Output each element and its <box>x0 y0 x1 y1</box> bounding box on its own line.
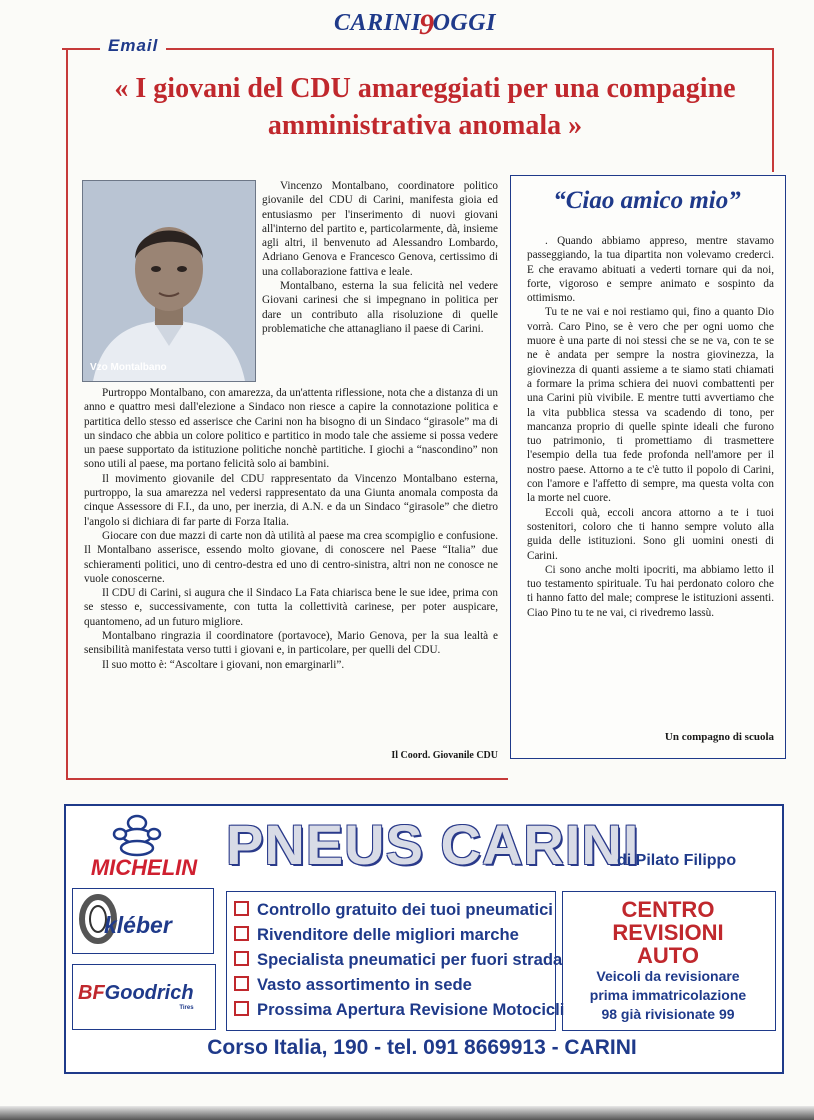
revisioni-title-line: CENTRO <box>621 897 715 922</box>
checkbox-icon <box>234 951 249 966</box>
revisioni-info-line: prima immatricolazione <box>589 987 747 1003</box>
checkbox-icon <box>234 901 249 916</box>
list-item <box>234 947 564 972</box>
revisioni-info <box>562 967 774 1024</box>
portrait-illustration <box>83 181 255 381</box>
ad-owner: di Pilato Filippo <box>617 852 737 869</box>
list-item <box>234 922 564 947</box>
bfgoodrich-logo <box>78 982 194 1011</box>
article-headline: « I giovani del CDU amareggiati per una compagine amministrativa anomala » <box>114 73 736 141</box>
frame-left-rule <box>66 48 68 780</box>
frame-bottom-rule <box>66 778 508 780</box>
bfgoodrich-sub: Tires <box>179 1005 194 1011</box>
ad-brand-name: PNEUS CARINI <box>226 813 640 876</box>
frame-right-rule <box>772 48 774 172</box>
masthead-nine: 9 <box>419 8 435 41</box>
revisioni-title <box>562 898 774 967</box>
service-label: Specialista pneumatici per fuori strada <box>257 950 563 969</box>
memorial-paragraph: Eccoli quà, eccoli ancora attorno a te i tuoi sostenitori, coloro che ti hanno sempre voluto alla guida delle istituzioni. Sono gli uomini onesti di Carini. <box>527 506 774 562</box>
memorial-text <box>527 234 774 620</box>
memorial-paragraph: Tu te ne vai e noi restiamo qui, fino a quanto Dio vorrà. Caro Pino, se è vero che per ogni uomo che muore è una parte di noi stessi che se ne va, con te se ne è andata per sempre la nostra giovinezza, la giovinezza di quanti assieme a te siamo stati chiamati a formare la prima schiera dei nuovi combattenti per una Carini più vivibile. E mentre tutti avvertiamo che la vita pubblica stessa va scadendo di tono, per mancanza proprio di quelle spinte ideali che furono tuo patrimonio, ti promettiamo di trasmettere l'esempio della tua fede profonda nell'amore per il nostro paese. Attorno a te c'è tutto il popolo di Carini, con l'amore e l'affetto di sempre, ma questa volta con la morte nel cuore. <box>527 306 774 505</box>
memorial-signature: Un compagno di scuola <box>664 731 774 743</box>
revisioni-title-line: AUTO <box>637 943 699 968</box>
portrait-photo <box>82 180 256 382</box>
frame-top-rule <box>62 48 774 50</box>
revisioni-title-line: REVISIONI <box>612 920 724 945</box>
memorial-paragraph: . Quando abbiamo appreso, mentre stavamo passeggiando, la tua dipartita non volevamo crederci. E che eravamo abituati a vederti tornare qui da noi, forte, vigoroso e sempre animato e sospinto da ottimismo. <box>527 235 774 305</box>
article-paragraph: Il suo motto è: “Ascoltare i giovani, non emarginarli”. <box>102 658 345 671</box>
article-signature: Il Coord. Giovanile CDU <box>391 750 498 761</box>
checkbox-icon <box>234 926 249 941</box>
masthead-right: OGGI <box>432 10 496 36</box>
list-item <box>234 997 564 1022</box>
masthead-logo <box>330 4 500 41</box>
article-paragraph: Purtroppo Montalbano, con amarezza, da un'attenta riflessione, nota che a distanza di un anno e quattro mesi dall'elezione a Sindaco non riesce a capire la connotazione politica e partitica dello stesso ed asserisce che Carini non ha bisogno di un Sindaco “girasole” ma di un sindaco che abbia un colore politico e partitico in modo tale che assieme si possa vedere un paese supportato da istituzione politiche nonchè partitiche. I giochi a “nascondino” non sono utili al paese, ma portano felicità solo ai bambini. <box>84 387 498 471</box>
service-label: Vasto assortimento in sede <box>257 975 472 994</box>
bfgoodrich-name: Goodrich <box>104 982 194 1004</box>
checkbox-icon <box>234 1001 249 1016</box>
section-label: Email <box>100 36 166 56</box>
checkbox-icon <box>234 976 249 991</box>
kleber-logo: kléber <box>104 912 172 938</box>
article-paragraph: Montalbano ringrazia il coordinatore (portavoce), Mario Genova, per la sua lealtà e sensibilità manifestata verso tutti i giovani e, in particolare, per quelli del CDU. <box>84 630 498 657</box>
michelin-logo: MICHELIN <box>90 855 198 880</box>
memorial-paragraph: Ci sono anche molti ipocriti, ma abbiamo letto il tuo testamento spirituale. Tu hai perdonato coloro che ti hanno fatto del male; comprese le istituzioni assenti. Ciao Pino tu te ne vai, ci rivedremo lassù. <box>527 563 774 619</box>
service-label: Rivenditore delle migliori marche <box>257 925 519 944</box>
service-label: Prossima Apertura Revisione Motocicli <box>257 1000 565 1019</box>
article-body <box>84 386 498 672</box>
article-paragraph: Il movimento giovanile del CDU rappresentato da Vincenzo Montalbano esterna, purtroppo, la sua amarezza nel vedersi rappresentato da una Giunta anomala composta da cinque Assessore di F.I., da uno, per inerzia, di A.N. e da un Sindaco “girasole” che dietro l'angolo si dichiara di far parte di Forza Italia. <box>84 472 498 528</box>
article-paragraph: Vincenzo Montalbano, coordinatore politico giovanile del CDU di Carini, manifesta gioia ed entusiasmo per l'inserimento di nuovi giovani all'interno del partito e, particolarmente, dà, insieme agli altri, il benvenuto ad Alessandro Lombardo, Adriano Genova e Francesco Genova, certissimo di una collaborazione fattiva e leale. <box>262 180 498 278</box>
list-item <box>234 972 564 997</box>
memorial-title: “Ciao amico mio” <box>553 187 741 214</box>
ad-address: Corso Italia, 190 - tel. 091 8669913 - CARINI <box>207 1036 637 1059</box>
masthead-left: CARINI <box>334 10 422 36</box>
bfgoodrich-bf: BF <box>78 982 105 1004</box>
article-paragraph: Giocare con due mazzi di carte non dà utilità al paese ma crea scompiglio e confusione. Il Montalbano asserisce, essendo molto giovane, di conoscere nel Paese “Italia” due schieramenti politici, uno di centro-destra ed uno di centro-sinistra, altri non ne conosce ne vuole conoscerne. <box>84 529 498 585</box>
article-paragraph: Montalbano, esterna la sua felicità nel vedere Giovani carinesi che si impegnano in politica per dare un contributo alla risoluzione di quelle problematiche che attanagliano il paese di Carini. <box>262 280 498 335</box>
services-list <box>234 897 564 1022</box>
service-label: Controllo gratuito dei tuoi pneumatici <box>257 900 553 919</box>
revisioni-info-line: Veicoli da revisionare <box>596 968 740 984</box>
list-item <box>234 897 564 922</box>
revisioni-info-line: 98 già rivisionate 99 <box>601 1006 735 1022</box>
article-paragraph: Il CDU di Carini, si augura che il Sindaco La Fata chiarisca bene le sue idee, prima con se stesso e, successivamente, con tutta la collettività carinese, per poter auspicare, quantomeno, ad un futuro migliore. <box>84 587 498 628</box>
photo-caption: Vzo Montalbano <box>90 362 167 373</box>
scan-edge <box>0 1106 814 1120</box>
article-intro <box>262 179 498 336</box>
